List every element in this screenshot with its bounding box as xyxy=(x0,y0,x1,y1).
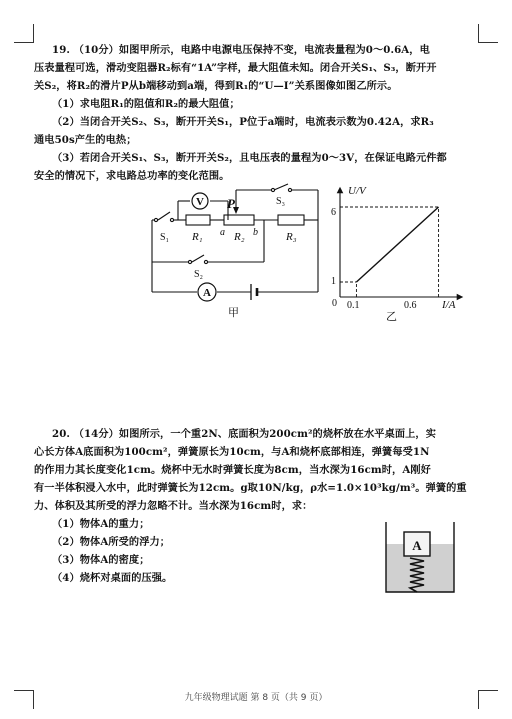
slider-p-label: P xyxy=(227,196,235,211)
q19-sub-2b: 通电50s产生的电热； xyxy=(34,134,137,146)
q19-line-3: 关S₂，将R₂的滑片P从b端移动到a端，得到R₁的“U—I”关系图像如图乙所示。 xyxy=(34,80,398,92)
s1-label: S₁ xyxy=(160,232,170,243)
graph-y-axis-label: U/V xyxy=(348,185,366,197)
terminal-b-label: b xyxy=(253,227,258,238)
q20-line-4: 有一半体积浸入水中，此时弹簧长为12cm。g取10N/kg，ρ水=1.0×10³kg/m³。弹簧的重 xyxy=(34,482,467,494)
graph-x-tick-0.6: 0.6 xyxy=(404,300,417,311)
graph-x-axis-label: I/A xyxy=(442,299,456,311)
page-footer: 九年级物理试题 第 8 页（共 9 页） xyxy=(184,693,328,703)
graph-origin-label: 0 xyxy=(332,298,337,309)
crop-mark-top-right-h xyxy=(478,42,498,43)
voltmeter-label: V xyxy=(196,196,204,208)
q19-sub-3b: 安全的情况下，求电路总功率的变化范围。 xyxy=(34,170,230,182)
q20-sub-2: （2）物体A所受的浮力； xyxy=(52,536,171,548)
q19-sub-2a: （2）当闭合开关S₂、S₃，断开开关S₁，P位于a端时，电流表示数为0.42A，求R₃ xyxy=(52,116,434,128)
q19-line-1: 19. （10分）如图甲所示，电路中电源电压保持不变，电流表量程为0～0.6A，电 xyxy=(52,44,430,56)
graph-y-tick-6: 6 xyxy=(331,207,336,218)
q20-sub-1: （1）物体A的重力； xyxy=(52,518,150,530)
q19-sub-1: （1）求电阻R₁的阻值和R₂的最大阻值； xyxy=(52,98,240,110)
r1-label: R₁ xyxy=(192,231,203,243)
ammeter-label: A xyxy=(203,287,211,299)
q20-line-3: 的作用力其长度变化1cm。烧杯中无水时弹簧长度为8cm，当水深为16cm时，A刚好 xyxy=(34,464,431,476)
circuit-diagram xyxy=(140,180,330,325)
crop-mark-top-left-h xyxy=(14,42,34,43)
ui-graph xyxy=(320,180,470,325)
q19-line-2: 压表量程可选，滑动变阻器R₂标有“1A”字样，最大阻值未知。闭合开关S₁、S₃，断开开 xyxy=(34,62,437,74)
r3-label: R₃ xyxy=(286,231,297,243)
q20-line-2: 心长方体A底面积为100cm²，弹簧原长为10cm，与A和烧杯底部相连，弹簧每受1N xyxy=(34,446,430,458)
graph-caption: 乙 xyxy=(386,311,397,323)
graph-x-tick-0.1: 0.1 xyxy=(347,300,360,311)
graph-y-tick-1: 1 xyxy=(331,276,336,287)
s3-label: S₃ xyxy=(276,196,286,207)
q20-sub-4: （4）烧杯对桌面的压强。 xyxy=(52,572,173,584)
graph-series-line xyxy=(356,207,438,282)
q19-sub-3a: （3）若闭合开关S₁、S₃，断开开关S₂，且电压表的量程为0～3V，在保证电路元件都 xyxy=(52,152,447,164)
q20-line-5: 力、体积及其所受的浮力忽略不计。当水深为16cm时，求： xyxy=(34,500,313,512)
crop-mark-top-left-v xyxy=(33,24,34,43)
r2-label: R₂ xyxy=(234,231,245,243)
q20-line-1: 20. （14分）如图所示，一个重2N、底面积为200cm²的烧杯放在水平桌面上，实 xyxy=(52,428,437,440)
circuit-caption: 甲 xyxy=(228,307,239,319)
terminal-a-label: a xyxy=(220,227,225,238)
beaker-figure xyxy=(378,518,462,598)
s2-label: S₂ xyxy=(194,269,204,280)
q20-sub-3: （3）物体A的密度； xyxy=(52,554,150,566)
block-a-label: A xyxy=(412,538,422,553)
